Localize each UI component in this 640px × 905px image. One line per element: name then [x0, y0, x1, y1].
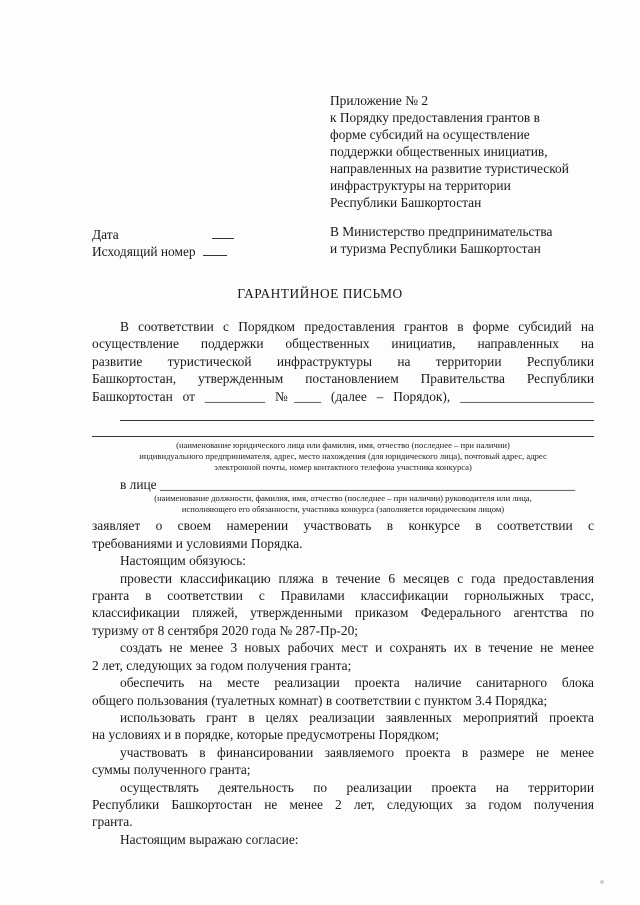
scan-speck — [600, 880, 604, 884]
obligation-line: 2 лет, следующих за годом получения гранта; — [92, 657, 352, 673]
date-blank — [212, 228, 234, 239]
obligation-line: суммы полученного гранта; — [92, 762, 251, 778]
commitment-heading: Настоящим обязуюсь: — [120, 553, 246, 569]
annex-line: Республики Башкортостан — [330, 195, 482, 210]
annex-line: Приложение № 2 — [330, 93, 429, 108]
consent-heading: Настоящим выражаю согласие: — [120, 831, 299, 847]
letter-meta — [92, 226, 234, 260]
annex-line: направленных на развитие туристической — [330, 161, 569, 176]
obligation-line: осуществлять деятельность по реализации проекта на территории — [120, 779, 594, 795]
intro-line: развитие туристической инфраструктуры на территории Республики — [92, 353, 594, 369]
annex-line: поддержки общественных инициатив, — [330, 144, 548, 159]
letter-title: ГАРАНТИЙНОЕ ПИСЬМО — [237, 286, 403, 301]
obligation-line: туризму от 8 сентября 2020 года № 287-Пр-20; — [92, 622, 358, 638]
representative-caption: исполняющего его обязанности, участника конкурса (заполняется юридическим лицом) — [181, 504, 505, 515]
recipient-block — [330, 223, 552, 257]
in-person-line: в лице ______________________________________________________________ — [120, 477, 576, 493]
declaration-line: требованиями и условиями Порядка. — [92, 535, 303, 551]
declaration-line: заявляет о своем намерении участвовать в конкурсе в соответствии с — [92, 518, 594, 534]
obligation-line: гранта. — [92, 814, 133, 830]
annex-line: инфраструктуры на территории — [330, 178, 511, 193]
obligation-line: участвовать в финансировании заявляемого проекта в размере не менее — [120, 744, 594, 760]
annex-header — [330, 92, 600, 211]
recipient-line: и туризма Республики Башкортостан — [330, 241, 541, 256]
intro-line: осуществление поддержки общественных инициатив, направленных на — [92, 336, 594, 352]
annex-line: к Порядку предоставления грантов в — [330, 110, 540, 125]
applicant-caption: (наименование юридического лица или фамилия, имя, отчество (последнее – при наличии) — [176, 440, 510, 451]
intro-line: В соответствии с Порядком предоставления грантов в форме субсидий на — [120, 319, 594, 334]
obligation-line: классификации пляжей, утвержденными приказом Федерального агентства по — [92, 605, 594, 621]
obligation-line: использовать грант в целях реализации заявленных мероприятий проекта — [120, 709, 594, 725]
applicant-blank-line — [120, 407, 594, 421]
obligation-line: провести классификацию пляжа в течение 6 месяцев с года предоставления — [120, 570, 594, 586]
outgoing-number-field — [92, 243, 234, 260]
intro-line: Башкортостан, утвержденным постановлением Правительства Республики — [92, 371, 594, 387]
obligation-line: общего пользования (туалетных комнат) в соответствии с пунктом 3.4 Порядка; — [92, 692, 548, 708]
date-label: Дата — [92, 227, 119, 242]
letter-body — [92, 318, 594, 848]
applicant-caption: электронной почты, номер контактного телефона участника конкурса) — [214, 462, 472, 473]
obligation-line: создать не менее 3 новых рабочих мест и сохранять их в течение не менее — [120, 640, 594, 656]
recipient-line: В Министерство предпринимательства — [330, 224, 553, 239]
applicant-caption: индивидуального предпринимателя, адрес, место нахождения (для юридического лица), почтовый адрес, адрес — [139, 451, 547, 462]
obligation-line: гранта в соответствии с Правилами классификации горнолыжных трасс, — [92, 588, 594, 604]
annex-line: форме субсидий на осуществление — [330, 127, 530, 142]
obligation-line: Республики Башкортостан не менее 2 лет, следующих за годом получения — [92, 796, 594, 812]
applicant-blank-line — [92, 423, 594, 437]
outgoing-number-label: Исходящий номер — [92, 244, 196, 259]
obligation-line: обеспечить на месте реализации проекта наличие санитарного блока — [120, 675, 594, 691]
representative-caption: (наименование должности, фамилия, имя, отчество (последнее – при наличии) руководителя или лица, — [154, 493, 532, 504]
obligation-line: на условиях и в порядке, которые предусмотрены Порядком; — [92, 727, 440, 743]
outgoing-number-blank — [203, 245, 227, 256]
date-field — [92, 226, 234, 243]
intro-line: Башкортостан от _________ №____ (далее – Порядок), ____________________ — [92, 388, 594, 404]
